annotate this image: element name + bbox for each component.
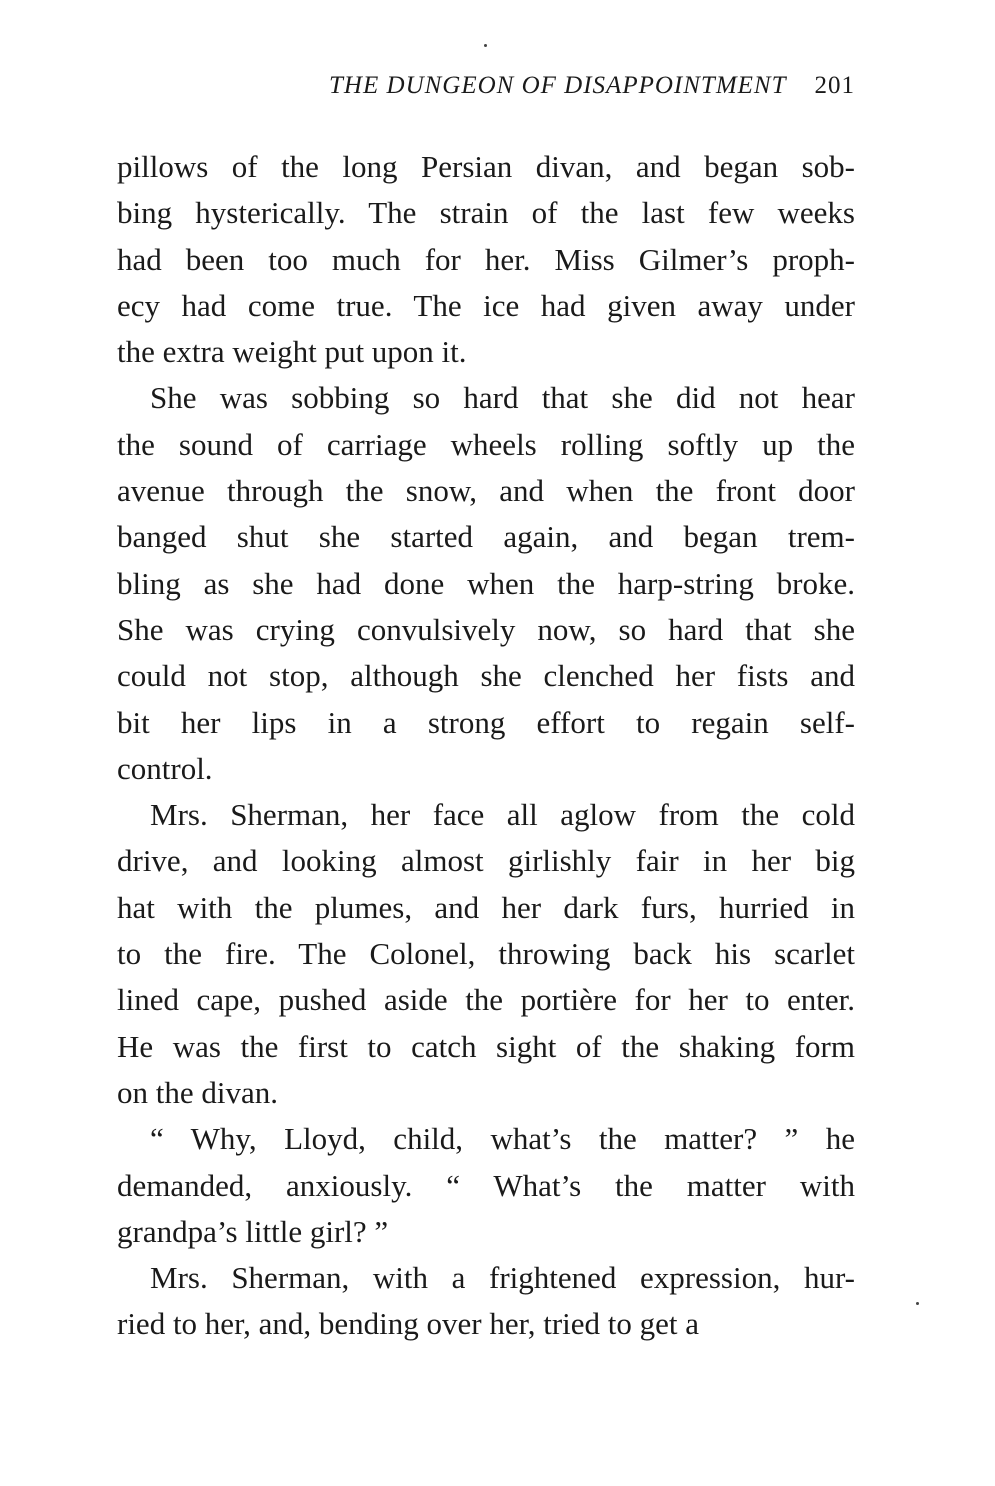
- text-line: ecy had come true. The ice had given away under: [117, 287, 855, 323]
- text-line: bit her lips in a strong effort to regain self-: [117, 704, 855, 740]
- text-line: had been too much for her. Miss Gilmer’s proph-: [117, 241, 855, 277]
- paragraph: [117, 1116, 855, 1255]
- text-line: grandpa’s little girl? ”: [117, 1213, 389, 1249]
- text-line: banged shut she started again, and began trem-: [117, 519, 855, 555]
- text-line: drive, and looking almost girlishly fair in her big: [117, 843, 855, 879]
- text-line: “ Why, Lloyd, child, what’s the matter? ” he: [150, 1121, 855, 1157]
- text-line: pillows of the long Persian divan, and began sob-: [117, 149, 855, 184]
- print-speck: [916, 1302, 919, 1305]
- paragraph: [117, 1255, 855, 1348]
- text-line: She was sobbing so hard that she did not hear: [150, 380, 855, 416]
- print-speck: [484, 44, 487, 47]
- text-line: demanded, anxiously. “ What’s the matter with: [117, 1167, 855, 1203]
- text-line: He was the first to catch sight of the shaking form: [117, 1028, 855, 1064]
- text-line: She was crying convulsively now, so hard that she: [117, 611, 855, 647]
- paragraph: [117, 144, 855, 375]
- text-line: on the divan.: [117, 1074, 278, 1110]
- page-number: 201: [814, 72, 855, 99]
- paragraph: [117, 792, 855, 1116]
- text-line: control.: [117, 750, 213, 786]
- text-line: ried to her, and, bending over her, tried to get a: [117, 1306, 700, 1342]
- text-line: the extra weight put upon it.: [117, 334, 467, 370]
- text-line: lined cape, pushed aside the portière for her to enter.: [117, 982, 855, 1018]
- page-header: [117, 72, 855, 112]
- text-line: hat with the plumes, and her dark furs, hurried in: [117, 889, 855, 925]
- text-line: bling as she had done when the harp-string broke.: [117, 565, 855, 601]
- paragraph: [117, 375, 855, 792]
- text-line: avenue through the snow, and when the front door: [117, 473, 855, 509]
- running-title: THE DUNGEON OF DISAPPOINTMENT: [329, 72, 787, 99]
- text-line: could not stop, although she clenched her fists and: [117, 658, 855, 694]
- text-line: Mrs. Sherman, her face all aglow from the cold: [150, 797, 855, 833]
- text-line: to the fire. The Colonel, throwing back his scarlet: [117, 936, 855, 972]
- body-text: [117, 144, 855, 1348]
- text-line: Mrs. Sherman, with a frightened expression, hur-: [150, 1260, 855, 1296]
- text-line: bing hysterically. The strain of the last few weeks: [117, 195, 855, 231]
- text-line: the sound of carriage wheels rolling softly up the: [117, 426, 855, 462]
